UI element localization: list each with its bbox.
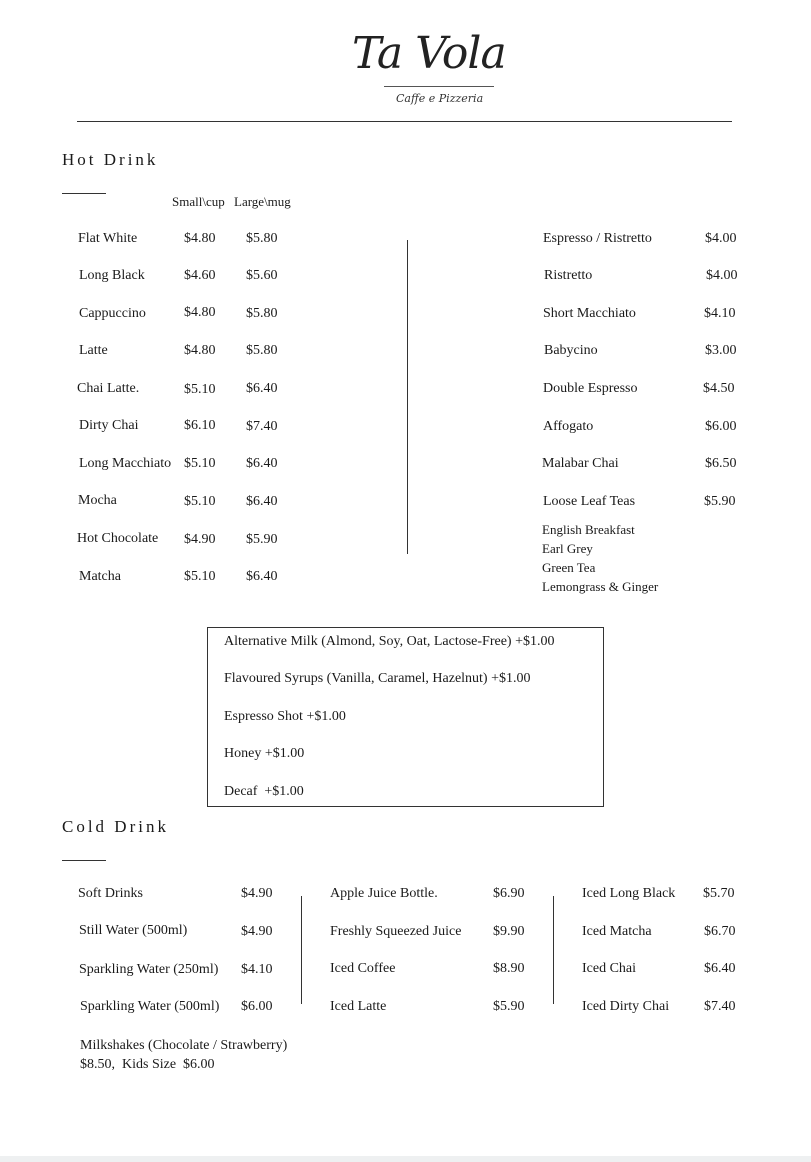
item-name: Chai Latte. xyxy=(77,381,140,396)
addon-item: Espresso Shot +$1.00 xyxy=(224,709,346,724)
addon-item: Decaf +$1.00 xyxy=(224,784,304,799)
cold-divider-1 xyxy=(301,896,302,1004)
item-name: Loose Leaf Teas xyxy=(543,494,636,509)
cold-divider-2 xyxy=(553,896,554,1004)
item-price-large: $5.80 xyxy=(246,306,278,321)
cold-drink-title: Cold Drink xyxy=(62,817,169,836)
item-price-small: $5.10 xyxy=(184,569,216,584)
item-name: Espresso / Ristretto xyxy=(543,231,652,246)
item-price: $7.40 xyxy=(704,999,736,1014)
item-price-small: $6.10 xyxy=(184,418,216,433)
item-name: Dirty Chai xyxy=(79,418,139,433)
item-price: $4.00 xyxy=(705,231,737,246)
item-name: Long Black xyxy=(79,268,145,283)
addon-item: Alternative Milk (Almond, Soy, Oat, Lactose-Free) +$1.00 xyxy=(224,634,555,649)
item-price: $5.90 xyxy=(704,494,736,509)
item-name: Long Macchiato xyxy=(79,456,172,471)
cold-title-rule xyxy=(62,860,106,861)
item-price: $4.90 xyxy=(241,924,273,939)
item-price: $6.40 xyxy=(704,961,736,976)
item-name: Ristretto xyxy=(544,268,593,283)
item-price: $6.90 xyxy=(493,886,525,901)
item-price-large: $5.80 xyxy=(246,343,278,358)
item-price-large: $5.60 xyxy=(246,268,278,283)
item-name: Affogato xyxy=(543,419,594,434)
item-price-large: $6.40 xyxy=(246,569,278,584)
item-name: Short Macchiato xyxy=(543,306,636,321)
item-price: $5.70 xyxy=(703,886,735,901)
item-price: $4.00 xyxy=(706,268,738,283)
hot-column-divider xyxy=(407,240,408,554)
tea-item: Green Tea xyxy=(542,560,596,575)
addon-item: Flavoured Syrups (Vanilla, Caramel, Hazelnut) +$1.00 xyxy=(224,671,531,686)
item-price-small: $4.60 xyxy=(184,268,216,283)
item-name: Iced Chai xyxy=(582,961,637,976)
item-price-small: $4.80 xyxy=(184,305,216,320)
col-header-small: Small\cup xyxy=(172,194,225,209)
item-price-large: $6.40 xyxy=(246,494,278,509)
item-name: Babycino xyxy=(544,343,598,358)
item-name: Matcha xyxy=(79,569,121,584)
item-name: Double Espresso xyxy=(543,381,638,396)
item-price-small: $5.10 xyxy=(184,456,216,471)
item-name: Sparkling Water (250ml) xyxy=(79,962,219,977)
item-name: Iced Latte xyxy=(330,999,387,1014)
item-name: Cappuccino xyxy=(79,306,146,321)
tea-item: English Breakfast xyxy=(542,522,635,537)
item-price: $6.00 xyxy=(705,419,737,434)
logo-wordmark: Ta Vola xyxy=(352,28,506,79)
item-price: $4.10 xyxy=(241,962,273,977)
hot-title-rule xyxy=(62,193,106,194)
page-bottom-edge xyxy=(0,1156,811,1162)
item-price: $6.00 xyxy=(241,999,273,1014)
item-name: Soft Drinks xyxy=(78,886,143,901)
milkshake-label: Milkshakes (Chocolate / Strawberry) xyxy=(80,1038,288,1053)
item-price-small: $5.10 xyxy=(184,494,216,509)
logo-tagline: Caffe e Pizzeria xyxy=(396,92,484,105)
item-price-small: $4.80 xyxy=(184,343,216,358)
item-price-large: $6.40 xyxy=(246,456,278,471)
item-price: $6.70 xyxy=(704,924,736,939)
tea-item: Earl Grey xyxy=(542,541,593,556)
item-price-small: $5.10 xyxy=(184,382,216,397)
item-name: Iced Matcha xyxy=(582,924,652,939)
item-name: Still Water (500ml) xyxy=(79,923,188,938)
item-name: Latte xyxy=(79,343,108,358)
logo-underline xyxy=(384,86,494,87)
item-price: $9.90 xyxy=(493,924,525,939)
item-price-large: $7.40 xyxy=(246,419,278,434)
item-name: Flat White xyxy=(78,231,138,246)
item-price-small: $4.80 xyxy=(184,231,216,246)
item-price: $4.10 xyxy=(704,306,736,321)
item-price: $3.00 xyxy=(705,343,737,358)
item-name: Mocha xyxy=(78,493,117,508)
hot-drink-title: Hot Drink xyxy=(62,150,159,169)
item-price: $5.90 xyxy=(493,999,525,1014)
header-divider xyxy=(77,121,732,122)
item-name: Hot Chocolate xyxy=(77,531,159,546)
item-name: Malabar Chai xyxy=(542,456,619,471)
item-name: Sparkling Water (500ml) xyxy=(80,999,220,1014)
item-name: Iced Coffee xyxy=(330,961,396,976)
tea-item: Lemongrass & Ginger xyxy=(542,579,659,594)
item-name: Iced Dirty Chai xyxy=(582,999,670,1014)
item-price-large: $5.80 xyxy=(246,231,278,246)
item-name: Iced Long Black xyxy=(582,886,676,901)
milkshake-prices: $8.50, Kids Size $6.00 xyxy=(80,1057,215,1072)
addon-item: Honey +$1.00 xyxy=(224,746,305,761)
item-price-large: $5.90 xyxy=(246,532,278,547)
item-price: $4.50 xyxy=(703,381,735,396)
item-price-small: $4.90 xyxy=(184,532,216,547)
item-name: Apple Juice Bottle. xyxy=(330,886,438,901)
item-price: $8.90 xyxy=(493,961,525,976)
item-price: $4.90 xyxy=(241,886,273,901)
col-header-large: Large\mug xyxy=(234,194,291,209)
item-price: $6.50 xyxy=(705,456,737,471)
item-name: Freshly Squeezed Juice xyxy=(330,924,462,939)
item-price-large: $6.40 xyxy=(246,381,278,396)
